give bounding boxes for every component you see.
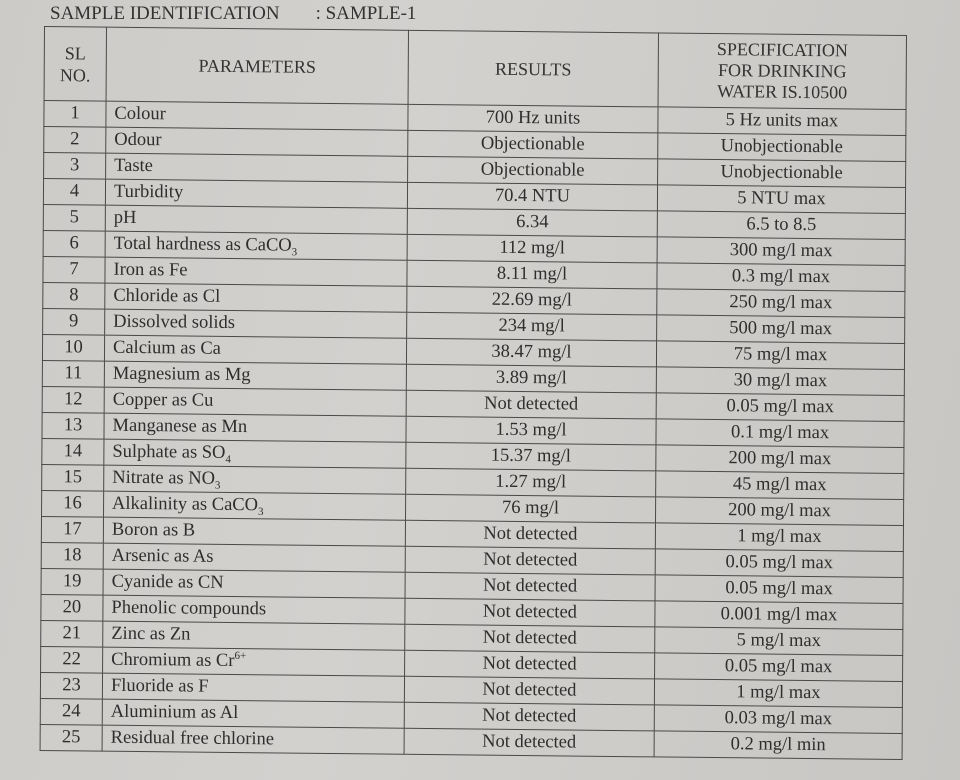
parameter-text: Chromium as Cr bbox=[111, 649, 235, 672]
row-sl-no: 2 bbox=[44, 127, 106, 154]
row-result: 112 mg/l bbox=[407, 234, 657, 263]
row-result: 700 Hz units bbox=[408, 104, 658, 133]
row-parameter bbox=[102, 673, 404, 702]
row-result: Not detected bbox=[404, 702, 654, 731]
parameter-text: Residual free chlorine bbox=[110, 727, 275, 750]
row-parameter bbox=[105, 231, 407, 260]
parameter-text: Copper as Cu bbox=[112, 389, 214, 411]
row-specification: 0.1 mg/l max bbox=[656, 419, 904, 448]
row-parameter bbox=[104, 335, 406, 364]
row-specification: 200 mg/l max bbox=[655, 497, 903, 526]
row-parameter bbox=[103, 517, 405, 546]
parameter-text: Total hardness as CaCO bbox=[113, 233, 292, 256]
parameter-subscript: 4 bbox=[225, 453, 231, 466]
row-sl-no: 21 bbox=[41, 620, 103, 647]
parameter-text: Odour bbox=[114, 129, 162, 151]
row-parameter bbox=[103, 569, 405, 598]
row-specification: 200 mg/l max bbox=[656, 445, 904, 474]
row-sl-no: 1 bbox=[44, 101, 106, 128]
parameter-text: Manganese as Mn bbox=[112, 415, 248, 438]
row-parameter bbox=[105, 179, 407, 208]
parameter-superscript: 6+ bbox=[234, 649, 247, 662]
row-parameter bbox=[105, 257, 407, 286]
row-sl-no: 3 bbox=[44, 152, 106, 179]
row-specification: 0.05 mg/l max bbox=[655, 575, 903, 604]
row-specification: 6.5 to 8.5 bbox=[657, 211, 905, 240]
row-parameter bbox=[106, 127, 408, 156]
row-result: Not detected bbox=[405, 650, 655, 679]
row-specification: 45 mg/l max bbox=[656, 471, 904, 500]
row-specification: 1 mg/l max bbox=[655, 523, 903, 552]
row-sl-no: 20 bbox=[41, 594, 103, 621]
row-parameter bbox=[103, 647, 405, 676]
row-sl-no: 23 bbox=[40, 672, 102, 699]
row-specification: 5 Hz units max bbox=[658, 107, 906, 136]
row-result: 6.34 bbox=[407, 208, 657, 237]
row-result: Not detected bbox=[405, 546, 655, 575]
row-parameter bbox=[106, 101, 408, 130]
row-specification: 0.2 mg/l min bbox=[654, 731, 902, 760]
parameter-text: Turbidity bbox=[113, 181, 184, 203]
row-specification: 5 mg/l max bbox=[655, 627, 903, 656]
row-sl-no: 13 bbox=[42, 412, 104, 439]
parameter-subscript: 3 bbox=[291, 246, 298, 259]
row-sl-no: 14 bbox=[42, 438, 104, 465]
row-parameter bbox=[102, 699, 404, 728]
row-parameter bbox=[104, 387, 406, 416]
header-spec-line-2: FOR DRINKING bbox=[717, 60, 847, 82]
row-result: 1.27 mg/l bbox=[406, 468, 656, 497]
table-header-row bbox=[44, 27, 906, 110]
row-sl-no: 6 bbox=[43, 230, 105, 257]
header-spec-line-3: WATER IS.10500 bbox=[717, 81, 848, 103]
parameter-text: Sulphate as SO bbox=[112, 441, 226, 463]
row-sl-no: 17 bbox=[41, 516, 103, 543]
header-specification bbox=[658, 33, 906, 110]
row-parameter bbox=[104, 413, 406, 442]
parameter-text: Magnesium as Mg bbox=[112, 363, 251, 386]
parameter-text: Taste bbox=[114, 155, 153, 177]
row-parameter bbox=[104, 361, 406, 390]
row-sl-no: 5 bbox=[43, 204, 105, 231]
row-sl-no: 10 bbox=[42, 334, 104, 361]
row-specification: 75 mg/l max bbox=[656, 341, 904, 370]
parameter-text: Boron as B bbox=[111, 519, 196, 541]
row-result: 70.4 NTU bbox=[407, 182, 657, 211]
row-specification: 500 mg/l max bbox=[657, 315, 905, 344]
row-specification: Unobjectionable bbox=[658, 159, 906, 188]
row-parameter bbox=[102, 725, 404, 754]
parameter-text: Dissolved solids bbox=[113, 311, 236, 334]
header-sl-no bbox=[44, 27, 106, 102]
row-result: 76 mg/l bbox=[405, 494, 655, 523]
sample-identification-label: SAMPLE IDENTIFICATION bbox=[50, 3, 280, 24]
row-parameter bbox=[105, 283, 407, 312]
parameter-text: Arsenic as As bbox=[111, 545, 214, 567]
row-result: 22.69 mg/l bbox=[407, 286, 657, 315]
water-analysis-table bbox=[40, 26, 907, 760]
row-sl-no: 24 bbox=[40, 698, 102, 725]
row-parameter bbox=[105, 205, 407, 234]
row-specification: 5 NTU max bbox=[657, 185, 905, 214]
row-result: Not detected bbox=[405, 572, 655, 601]
row-result: 8.11 mg/l bbox=[407, 260, 657, 289]
row-parameter bbox=[106, 153, 408, 182]
row-result: 234 mg/l bbox=[407, 312, 657, 341]
row-parameter bbox=[105, 309, 407, 338]
parameter-subscript: 3 bbox=[257, 505, 264, 518]
header-results: RESULTS bbox=[408, 30, 658, 107]
row-specification: 300 mg/l max bbox=[657, 237, 905, 266]
row-sl-no: 8 bbox=[43, 282, 105, 309]
parameter-text: Colour bbox=[114, 103, 166, 125]
row-result: Not detected bbox=[404, 676, 654, 705]
row-result: 1.53 mg/l bbox=[406, 416, 656, 445]
parameter-text: Zinc as Zn bbox=[111, 623, 191, 645]
row-result: 15.37 mg/l bbox=[406, 442, 656, 471]
parameter-text: pH bbox=[113, 207, 137, 228]
header-parameters: PARAMETERS bbox=[106, 27, 408, 104]
row-result: 3.89 mg/l bbox=[406, 364, 656, 393]
row-sl-no: 22 bbox=[41, 646, 103, 673]
row-result: Not detected bbox=[405, 520, 655, 549]
parameter-text: Chloride as Cl bbox=[113, 285, 221, 307]
row-parameter bbox=[104, 491, 406, 520]
row-specification: 0.05 mg/l max bbox=[656, 393, 904, 422]
parameter-text: Alkalinity as CaCO bbox=[112, 493, 259, 516]
row-sl-no: 11 bbox=[42, 360, 104, 387]
parameter-text: Iron as Fe bbox=[113, 259, 188, 281]
row-result: Objectionable bbox=[408, 156, 658, 185]
row-sl-no: 9 bbox=[43, 308, 105, 335]
parameter-subscript: 3 bbox=[214, 479, 221, 492]
row-specification: 250 mg/l max bbox=[657, 289, 905, 318]
parameter-text: Cyanide as CN bbox=[111, 571, 224, 593]
row-sl-no: 25 bbox=[40, 724, 102, 751]
row-parameter bbox=[104, 439, 406, 468]
row-sl-no: 12 bbox=[42, 386, 104, 413]
row-parameter bbox=[103, 595, 405, 624]
header-no-line: NO. bbox=[59, 64, 91, 85]
row-result: Not detected bbox=[405, 624, 655, 653]
row-result: Not detected bbox=[406, 390, 656, 419]
row-parameter bbox=[103, 621, 405, 650]
parameter-text: Calcium as Ca bbox=[112, 337, 222, 359]
parameter-text: Nitrate as NO bbox=[112, 467, 216, 489]
row-specification: 0.001 mg/l max bbox=[655, 601, 903, 630]
row-sl-no: 18 bbox=[41, 542, 103, 569]
parameter-text: Phenolic compounds bbox=[111, 597, 267, 620]
row-result: Not detected bbox=[405, 598, 655, 627]
row-sl-no: 15 bbox=[42, 464, 104, 491]
row-sl-no: 4 bbox=[43, 178, 105, 205]
row-specification: 0.3 mg/l max bbox=[657, 263, 905, 292]
row-result: Objectionable bbox=[408, 130, 658, 159]
sample-identification-value: : SAMPLE-1 bbox=[315, 3, 417, 24]
row-sl-no: 19 bbox=[41, 568, 103, 595]
row-specification: 30 mg/l max bbox=[656, 367, 904, 396]
table-body bbox=[40, 101, 906, 760]
row-specification: 0.05 mg/l max bbox=[655, 653, 903, 682]
header-spec-line-1: SPECIFICATION bbox=[716, 39, 848, 61]
parameter-text: Aluminium as Al bbox=[110, 701, 239, 724]
row-parameter bbox=[103, 543, 405, 572]
row-parameter bbox=[104, 465, 406, 494]
row-specification: 1 mg/l max bbox=[654, 679, 902, 708]
parameter-text: Fluoride as F bbox=[110, 675, 209, 697]
row-sl-no: 7 bbox=[43, 256, 105, 283]
header-sl-line: SL bbox=[64, 42, 86, 63]
sample-identification-heading bbox=[50, 2, 416, 26]
row-specification: Unobjectionable bbox=[658, 133, 906, 162]
row-result: Not detected bbox=[404, 728, 654, 757]
row-result: 38.47 mg/l bbox=[406, 338, 656, 367]
row-specification: 0.05 mg/l max bbox=[655, 549, 903, 578]
row-sl-no: 16 bbox=[42, 490, 104, 517]
row-specification: 0.03 mg/l max bbox=[654, 705, 902, 734]
